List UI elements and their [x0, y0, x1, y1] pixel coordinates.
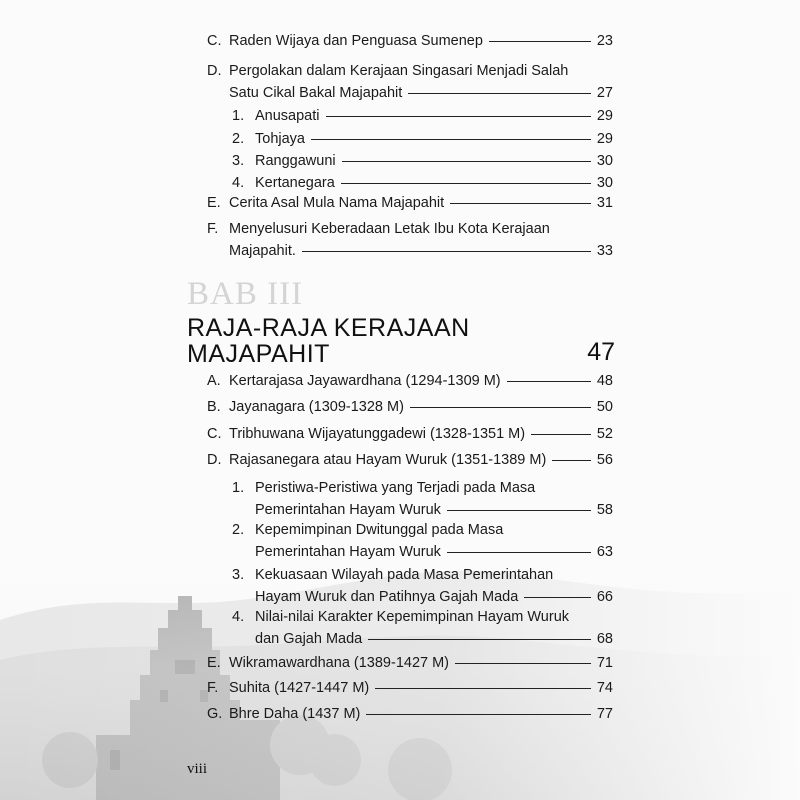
dot-leader: [366, 714, 590, 715]
page-number: 30: [596, 153, 613, 169]
dot-leader: [368, 639, 591, 640]
page-number: 50: [596, 399, 613, 415]
page-number: 71: [596, 655, 613, 671]
dot-leader: [447, 510, 591, 511]
chapter-title: MAJAPAHIT: [187, 340, 330, 368]
toc-entry[interactable]: E. Wikramawardhana (1389-1427 M) 71: [207, 652, 613, 674]
toc-entry[interactable]: F. Menyelusuri Keberadaan Letak Ibu Kota Kerajaan Majapahit. 33: [207, 218, 613, 262]
page-number: 58: [596, 502, 613, 518]
page-number: 48: [596, 373, 613, 389]
toc-entry[interactable]: B. Jayanagara (1309-1328 M) 50: [207, 396, 613, 418]
dot-leader: [311, 139, 591, 140]
page-number: 23: [596, 33, 613, 49]
toc-subentry[interactable]: 4. Nilai-nilai Karakter Kepemimpinan Hayam Wuruk dan Gajah Mada 68: [232, 606, 613, 650]
dot-leader: [375, 688, 591, 689]
page-number: 63: [596, 544, 613, 560]
dot-leader: [552, 460, 591, 461]
page-number: 77: [596, 706, 613, 722]
page-number: 68: [596, 631, 613, 647]
page-number: 33: [596, 243, 613, 259]
dot-leader: [408, 93, 591, 94]
toc-subentry[interactable]: 4. Kertanegara 30: [232, 172, 613, 194]
dot-leader: [326, 116, 591, 117]
dot-leader: [410, 407, 591, 408]
toc-subentry[interactable]: 1. Peristiwa-Peristiwa yang Terjadi pada Masa Pemerintahan Hayam Wuruk 58: [232, 477, 613, 521]
dot-leader: [342, 161, 591, 162]
page-number: 74: [596, 680, 613, 696]
dot-leader: [450, 203, 591, 204]
dot-leader: [489, 41, 591, 42]
toc-subentry[interactable]: 3. Kekuasaan Wilayah pada Masa Pemerintahan Hayam Wuruk dan Patihnya Gajah Mada 66: [232, 564, 613, 608]
chapter-title: RAJA-RAJA KERAJAAN: [187, 314, 470, 342]
page-number: 29: [596, 131, 613, 147]
toc-entry[interactable]: C. Tribhuwana Wijayatunggadewi (1328-1351 M) 52: [207, 423, 613, 445]
toc-entry[interactable]: E. Cerita Asal Mula Nama Majapahit 31: [207, 192, 613, 214]
page-number: 27: [596, 85, 613, 101]
dot-leader: [341, 183, 591, 184]
toc-subentry[interactable]: 3. Ranggawuni 30: [232, 150, 613, 172]
toc-entry[interactable]: A. Kertarajasa Jayawardhana (1294-1309 M) 48: [207, 370, 613, 392]
dot-leader: [302, 251, 591, 252]
page-number: 30: [596, 175, 613, 191]
toc-entry[interactable]: D. Pergolakan dalam Kerajaan Singasari Menjadi Salah Satu Cikal Bakal Majapahit 27: [207, 60, 613, 104]
dot-leader: [524, 597, 591, 598]
dot-leader: [507, 381, 591, 382]
footer-page-number: viii: [187, 761, 208, 777]
toc-entry[interactable]: G. Bhre Daha (1437 M) 77: [207, 703, 613, 725]
chapter-label: BAB III: [187, 276, 304, 312]
toc-subentry[interactable]: 2. Tohjaya 29: [232, 128, 613, 150]
page-number: 56: [596, 452, 613, 468]
chapter-page-number: 47: [587, 338, 615, 366]
page-number: 31: [596, 195, 613, 211]
toc-subentry[interactable]: 1. Anusapati 29: [232, 105, 613, 127]
toc-subentry[interactable]: 2. Kepemimpinan Dwitunggal pada Masa Pemerintahan Hayam Wuruk 63: [232, 519, 613, 563]
toc-entry[interactable]: F. Suhita (1427-1447 M) 74: [207, 677, 613, 699]
page-number: 66: [596, 589, 613, 605]
dot-leader: [447, 552, 591, 553]
toc-entry[interactable]: C. Raden Wijaya dan Penguasa Sumenep 23: [207, 30, 613, 52]
dot-leader: [455, 663, 591, 664]
dot-leader: [531, 434, 591, 435]
page-number: 52: [596, 426, 613, 442]
toc-entry[interactable]: D. Rajasanegara atau Hayam Wuruk (1351-1389 M) 56: [207, 449, 613, 471]
page-number: 29: [596, 108, 613, 124]
